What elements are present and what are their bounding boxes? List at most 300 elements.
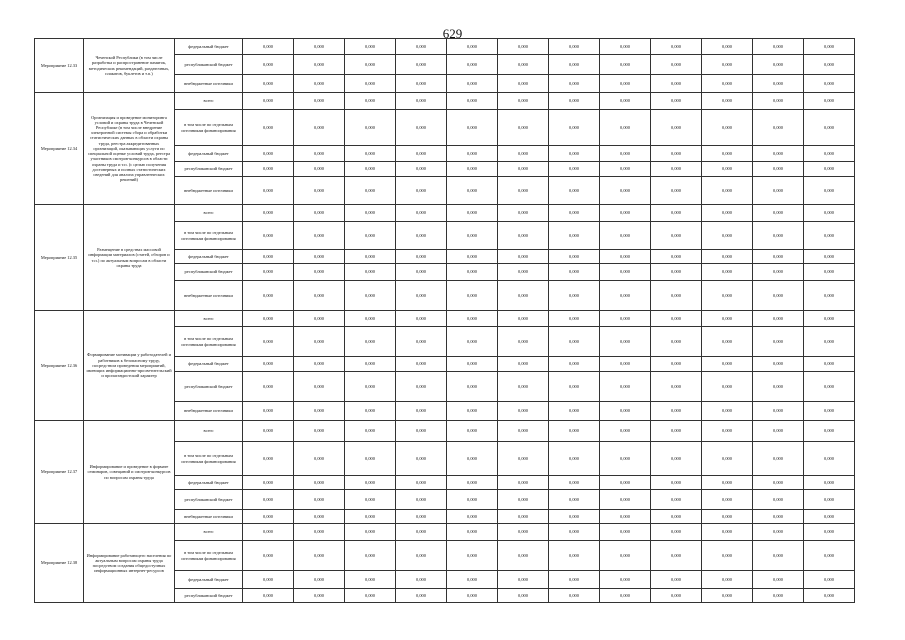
value-cell: 0,000 (651, 177, 702, 205)
value-cell: 0,000 (498, 476, 549, 490)
value-cell: 0,000 (345, 250, 396, 264)
measure-name: Информирование и проведение в формате семинаров, совещаний и смотров-конкурсов по вопросам охраны труда (84, 421, 175, 524)
value-cell: 0,000 (804, 311, 855, 327)
value-cell: 0,000 (651, 541, 702, 571)
funding-source: внебюджетные источники (175, 177, 243, 205)
value-cell: 0,000 (549, 110, 600, 146)
funding-source: федеральный бюджет (175, 146, 243, 162)
value-cell: 0,000 (294, 39, 345, 55)
funding-source: республиканский бюджет (175, 372, 243, 402)
value-cell: 0,000 (294, 222, 345, 250)
value-cell: 0,000 (804, 177, 855, 205)
value-cell: 0,000 (243, 421, 294, 442)
table-row (35, 524, 855, 541)
value-cell: 0,000 (447, 327, 498, 357)
value-cell: 0,000 (396, 162, 447, 177)
value-cell: 0,000 (294, 402, 345, 421)
value-cell: 0,000 (804, 205, 855, 222)
value-cell: 0,000 (651, 281, 702, 311)
value-cell: 0,000 (396, 327, 447, 357)
value-cell: 0,000 (549, 541, 600, 571)
value-cell: 0,000 (498, 146, 549, 162)
value-cell: 0,000 (243, 510, 294, 524)
value-cell: 0,000 (804, 250, 855, 264)
value-cell: 0,000 (396, 281, 447, 311)
value-cell: 0,000 (651, 146, 702, 162)
funding-source: федеральный бюджет (175, 250, 243, 264)
value-cell: 0,000 (294, 524, 345, 541)
value-cell: 0,000 (498, 357, 549, 372)
value-cell: 0,000 (702, 327, 753, 357)
value-cell: 0,000 (600, 589, 651, 603)
value-cell: 0,000 (243, 327, 294, 357)
value-cell: 0,000 (243, 146, 294, 162)
value-cell: 0,000 (753, 39, 804, 55)
funding-source: внебюджетные источники (175, 75, 243, 93)
value-cell: 0,000 (345, 541, 396, 571)
value-cell: 0,000 (702, 93, 753, 110)
value-cell: 0,000 (753, 264, 804, 281)
value-cell: 0,000 (753, 55, 804, 75)
value-cell: 0,000 (498, 250, 549, 264)
value-cell: 0,000 (345, 146, 396, 162)
value-cell: 0,000 (804, 524, 855, 541)
table-row (35, 421, 855, 442)
measure-code: Мероприятие 12.33 (35, 39, 84, 93)
value-cell: 0,000 (396, 250, 447, 264)
value-cell: 0,000 (600, 421, 651, 442)
value-cell: 0,000 (549, 327, 600, 357)
value-cell: 0,000 (396, 442, 447, 476)
value-cell: 0,000 (753, 205, 804, 222)
value-cell: 0,000 (396, 524, 447, 541)
funding-source: всего (175, 311, 243, 327)
value-cell: 0,000 (396, 541, 447, 571)
value-cell: 0,000 (549, 476, 600, 490)
value-cell: 0,000 (600, 490, 651, 510)
value-cell: 0,000 (651, 524, 702, 541)
value-cell: 0,000 (600, 541, 651, 571)
value-cell: 0,000 (600, 571, 651, 589)
value-cell: 0,000 (243, 55, 294, 75)
value-cell: 0,000 (600, 250, 651, 264)
value-cell: 0,000 (345, 110, 396, 146)
value-cell: 0,000 (600, 162, 651, 177)
value-cell: 0,000 (651, 372, 702, 402)
measure-code: Мероприятие 12.34 (35, 93, 84, 205)
value-cell: 0,000 (600, 55, 651, 75)
value-cell: 0,000 (804, 162, 855, 177)
measure-name: Чеченской Республики (в том числе разработка и распространение памяток, методических рекомендаций, раздаточных, плакатов, буклетов и т.п.) (84, 39, 175, 93)
value-cell: 0,000 (651, 311, 702, 327)
value-cell: 0,000 (753, 222, 804, 250)
value-cell: 0,000 (447, 442, 498, 476)
value-cell: 0,000 (294, 357, 345, 372)
value-cell: 0,000 (345, 372, 396, 402)
value-cell: 0,000 (498, 327, 549, 357)
value-cell: 0,000 (753, 490, 804, 510)
value-cell: 0,000 (447, 421, 498, 442)
value-cell: 0,000 (396, 93, 447, 110)
value-cell: 0,000 (549, 281, 600, 311)
value-cell: 0,000 (345, 75, 396, 93)
value-cell: 0,000 (498, 177, 549, 205)
value-cell: 0,000 (804, 110, 855, 146)
value-cell: 0,000 (753, 75, 804, 93)
funding-source: внебюджетные источники (175, 402, 243, 421)
value-cell: 0,000 (804, 264, 855, 281)
value-cell: 0,000 (549, 75, 600, 93)
value-cell: 0,000 (447, 39, 498, 55)
value-cell: 0,000 (294, 93, 345, 110)
value-cell: 0,000 (804, 490, 855, 510)
value-cell: 0,000 (243, 311, 294, 327)
value-cell: 0,000 (702, 177, 753, 205)
value-cell: 0,000 (396, 402, 447, 421)
value-cell: 0,000 (600, 93, 651, 110)
value-cell: 0,000 (651, 442, 702, 476)
value-cell: 0,000 (447, 75, 498, 93)
value-cell: 0,000 (345, 39, 396, 55)
measure-name: Формирование мотивации у работодателей и работников к безопасному труду, посредством проведения мероприятий, имеющих информационно-просветительский и пропагандистский характер (84, 311, 175, 421)
value-cell: 0,000 (396, 490, 447, 510)
value-cell: 0,000 (600, 75, 651, 93)
value-cell: 0,000 (753, 510, 804, 524)
value-cell: 0,000 (345, 222, 396, 250)
value-cell: 0,000 (294, 55, 345, 75)
value-cell: 0,000 (294, 541, 345, 571)
value-cell: 0,000 (600, 510, 651, 524)
value-cell: 0,000 (447, 162, 498, 177)
measure-name: Организация и проведение мониторинга условий и охраны труда в Чеченской Республике (в том числе внедрение электронной системы сбора и обработки статистических данных в области охраны труда, реестра аккредитованных организаций, оказывающих услуги по специальной оценке условий труда, реестра участников смотров-конкурсов в области охраны труда и т.п. (с целью получения достоверных и полных статистических сведений для анализа управленческих решений) (84, 93, 175, 205)
value-cell: 0,000 (243, 571, 294, 589)
value-cell: 0,000 (702, 490, 753, 510)
value-cell: 0,000 (804, 402, 855, 421)
value-cell: 0,000 (396, 372, 447, 402)
value-cell: 0,000 (651, 490, 702, 510)
value-cell: 0,000 (702, 146, 753, 162)
value-cell: 0,000 (243, 589, 294, 603)
value-cell: 0,000 (294, 490, 345, 510)
measure-code: Мероприятие 12.36 (35, 311, 84, 421)
value-cell: 0,000 (600, 264, 651, 281)
value-cell: 0,000 (549, 571, 600, 589)
value-cell: 0,000 (345, 55, 396, 75)
value-cell: 0,000 (396, 39, 447, 55)
value-cell: 0,000 (600, 39, 651, 55)
value-cell: 0,000 (651, 421, 702, 442)
value-cell: 0,000 (549, 402, 600, 421)
value-cell: 0,000 (804, 55, 855, 75)
value-cell: 0,000 (753, 476, 804, 490)
value-cell: 0,000 (345, 476, 396, 490)
value-cell: 0,000 (447, 222, 498, 250)
value-cell: 0,000 (702, 589, 753, 603)
value-cell: 0,000 (447, 281, 498, 311)
value-cell: 0,000 (549, 146, 600, 162)
value-cell: 0,000 (549, 93, 600, 110)
value-cell: 0,000 (549, 311, 600, 327)
value-cell: 0,000 (243, 281, 294, 311)
value-cell: 0,000 (702, 55, 753, 75)
value-cell: 0,000 (345, 421, 396, 442)
budget-table (34, 38, 855, 603)
value-cell: 0,000 (651, 75, 702, 93)
value-cell: 0,000 (396, 177, 447, 205)
value-cell: 0,000 (753, 442, 804, 476)
value-cell: 0,000 (498, 93, 549, 110)
value-cell: 0,000 (447, 372, 498, 402)
value-cell: 0,000 (498, 490, 549, 510)
value-cell: 0,000 (804, 510, 855, 524)
value-cell: 0,000 (396, 476, 447, 490)
value-cell: 0,000 (243, 402, 294, 421)
value-cell: 0,000 (243, 524, 294, 541)
value-cell: 0,000 (345, 490, 396, 510)
value-cell: 0,000 (447, 55, 498, 75)
value-cell: 0,000 (549, 372, 600, 402)
funding-source: федеральный бюджет (175, 39, 243, 55)
value-cell: 0,000 (804, 146, 855, 162)
value-cell: 0,000 (804, 281, 855, 311)
value-cell: 0,000 (396, 222, 447, 250)
value-cell: 0,000 (498, 524, 549, 541)
value-cell: 0,000 (651, 402, 702, 421)
value-cell: 0,000 (804, 541, 855, 571)
value-cell: 0,000 (447, 541, 498, 571)
value-cell: 0,000 (447, 490, 498, 510)
value-cell: 0,000 (702, 510, 753, 524)
funding-source: в том числе по отдельным источникам финансирования (175, 442, 243, 476)
value-cell: 0,000 (396, 110, 447, 146)
value-cell: 0,000 (600, 205, 651, 222)
value-cell: 0,000 (345, 357, 396, 372)
value-cell: 0,000 (549, 490, 600, 510)
value-cell: 0,000 (498, 264, 549, 281)
value-cell: 0,000 (498, 55, 549, 75)
value-cell: 0,000 (447, 476, 498, 490)
value-cell: 0,000 (702, 110, 753, 146)
funding-source: республиканский бюджет (175, 264, 243, 281)
value-cell: 0,000 (702, 205, 753, 222)
value-cell: 0,000 (294, 162, 345, 177)
value-cell: 0,000 (804, 39, 855, 55)
value-cell: 0,000 (447, 589, 498, 603)
value-cell: 0,000 (243, 541, 294, 571)
value-cell: 0,000 (753, 571, 804, 589)
value-cell: 0,000 (549, 510, 600, 524)
value-cell: 0,000 (651, 327, 702, 357)
value-cell: 0,000 (345, 93, 396, 110)
value-cell: 0,000 (294, 264, 345, 281)
value-cell: 0,000 (345, 205, 396, 222)
value-cell: 0,000 (651, 39, 702, 55)
funding-source: республиканский бюджет (175, 589, 243, 603)
value-cell: 0,000 (345, 589, 396, 603)
value-cell: 0,000 (549, 524, 600, 541)
measure-name: Размещение в средствах массовой информации материалов (статей, обзоров и т.п.) по актуальным вопросам в области охраны труда (84, 205, 175, 311)
value-cell: 0,000 (498, 372, 549, 402)
value-cell: 0,000 (396, 55, 447, 75)
value-cell: 0,000 (243, 39, 294, 55)
value-cell: 0,000 (600, 357, 651, 372)
value-cell: 0,000 (243, 93, 294, 110)
funding-source: внебюджетные источники (175, 281, 243, 311)
value-cell: 0,000 (396, 311, 447, 327)
value-cell: 0,000 (753, 372, 804, 402)
funding-source: в том числе по отдельным источникам финансирования (175, 222, 243, 250)
measure-code: Мероприятие 12.35 (35, 205, 84, 311)
value-cell: 0,000 (447, 524, 498, 541)
value-cell: 0,000 (345, 311, 396, 327)
value-cell: 0,000 (702, 421, 753, 442)
value-cell: 0,000 (243, 177, 294, 205)
value-cell: 0,000 (447, 205, 498, 222)
value-cell: 0,000 (447, 93, 498, 110)
value-cell: 0,000 (498, 541, 549, 571)
value-cell: 0,000 (804, 476, 855, 490)
value-cell: 0,000 (294, 372, 345, 402)
value-cell: 0,000 (345, 402, 396, 421)
value-cell: 0,000 (549, 162, 600, 177)
value-cell: 0,000 (345, 177, 396, 205)
value-cell: 0,000 (600, 177, 651, 205)
value-cell: 0,000 (702, 442, 753, 476)
value-cell: 0,000 (447, 402, 498, 421)
value-cell: 0,000 (243, 75, 294, 93)
value-cell: 0,000 (447, 571, 498, 589)
value-cell: 0,000 (804, 372, 855, 402)
value-cell: 0,000 (753, 110, 804, 146)
value-cell: 0,000 (753, 162, 804, 177)
value-cell: 0,000 (294, 146, 345, 162)
page-number: 629 (442, 26, 463, 41)
value-cell: 0,000 (447, 146, 498, 162)
value-cell: 0,000 (702, 281, 753, 311)
value-cell: 0,000 (294, 327, 345, 357)
value-cell: 0,000 (243, 442, 294, 476)
value-cell: 0,000 (294, 110, 345, 146)
funding-source: в том числе по отдельным источникам финансирования (175, 541, 243, 571)
value-cell: 0,000 (498, 222, 549, 250)
value-cell: 0,000 (498, 421, 549, 442)
value-cell: 0,000 (702, 571, 753, 589)
funding-source: в том числе по отдельным источникам финансирования (175, 110, 243, 146)
funding-source: всего (175, 421, 243, 442)
value-cell: 0,000 (447, 357, 498, 372)
value-cell: 0,000 (498, 110, 549, 146)
value-cell: 0,000 (294, 589, 345, 603)
value-cell: 0,000 (498, 281, 549, 311)
value-cell: 0,000 (753, 250, 804, 264)
table-row (35, 205, 855, 222)
measure-name: Информирование работающего населения по актуальным вопросам охраны труда посредством создания общедоступных информационных интернет-ресурсов (84, 524, 175, 603)
value-cell: 0,000 (702, 402, 753, 421)
value-cell: 0,000 (600, 402, 651, 421)
value-cell: 0,000 (753, 541, 804, 571)
value-cell: 0,000 (396, 589, 447, 603)
funding-source: республиканский бюджет (175, 55, 243, 75)
value-cell: 0,000 (498, 510, 549, 524)
funding-source: в том числе по отдельным источникам финансирования (175, 327, 243, 357)
value-cell: 0,000 (702, 372, 753, 402)
value-cell: 0,000 (651, 205, 702, 222)
value-cell: 0,000 (753, 177, 804, 205)
value-cell: 0,000 (243, 162, 294, 177)
value-cell: 0,000 (294, 250, 345, 264)
value-cell: 0,000 (549, 39, 600, 55)
value-cell: 0,000 (447, 250, 498, 264)
value-cell: 0,000 (498, 311, 549, 327)
value-cell: 0,000 (447, 177, 498, 205)
value-cell: 0,000 (396, 571, 447, 589)
value-cell: 0,000 (702, 311, 753, 327)
value-cell: 0,000 (498, 442, 549, 476)
value-cell: 0,000 (345, 524, 396, 541)
value-cell: 0,000 (651, 510, 702, 524)
value-cell: 0,000 (396, 357, 447, 372)
value-cell: 0,000 (498, 589, 549, 603)
value-cell: 0,000 (753, 402, 804, 421)
value-cell: 0,000 (753, 311, 804, 327)
value-cell: 0,000 (345, 571, 396, 589)
value-cell: 0,000 (498, 75, 549, 93)
value-cell: 0,000 (294, 205, 345, 222)
value-cell: 0,000 (600, 524, 651, 541)
value-cell: 0,000 (345, 442, 396, 476)
value-cell: 0,000 (600, 311, 651, 327)
table-row (35, 93, 855, 110)
value-cell: 0,000 (702, 541, 753, 571)
value-cell: 0,000 (651, 110, 702, 146)
value-cell: 0,000 (702, 75, 753, 93)
value-cell: 0,000 (294, 421, 345, 442)
value-cell: 0,000 (702, 524, 753, 541)
value-cell: 0,000 (549, 250, 600, 264)
value-cell: 0,000 (600, 222, 651, 250)
value-cell: 0,000 (498, 39, 549, 55)
value-cell: 0,000 (549, 205, 600, 222)
value-cell: 0,000 (600, 110, 651, 146)
value-cell: 0,000 (396, 510, 447, 524)
value-cell: 0,000 (243, 264, 294, 281)
value-cell: 0,000 (396, 146, 447, 162)
value-cell: 0,000 (549, 589, 600, 603)
value-cell: 0,000 (549, 442, 600, 476)
value-cell: 0,000 (804, 357, 855, 372)
value-cell: 0,000 (753, 93, 804, 110)
value-cell: 0,000 (549, 177, 600, 205)
value-cell: 0,000 (600, 146, 651, 162)
value-cell: 0,000 (345, 510, 396, 524)
value-cell: 0,000 (549, 55, 600, 75)
value-cell: 0,000 (753, 589, 804, 603)
funding-source: федеральный бюджет (175, 571, 243, 589)
value-cell: 0,000 (804, 589, 855, 603)
value-cell: 0,000 (651, 589, 702, 603)
value-cell: 0,000 (600, 372, 651, 402)
value-cell: 0,000 (549, 357, 600, 372)
value-cell: 0,000 (702, 264, 753, 281)
value-cell: 0,000 (294, 281, 345, 311)
value-cell: 0,000 (396, 75, 447, 93)
value-cell: 0,000 (600, 476, 651, 490)
value-cell: 0,000 (447, 510, 498, 524)
value-cell: 0,000 (651, 250, 702, 264)
value-cell: 0,000 (345, 281, 396, 311)
value-cell: 0,000 (396, 205, 447, 222)
value-cell: 0,000 (651, 93, 702, 110)
